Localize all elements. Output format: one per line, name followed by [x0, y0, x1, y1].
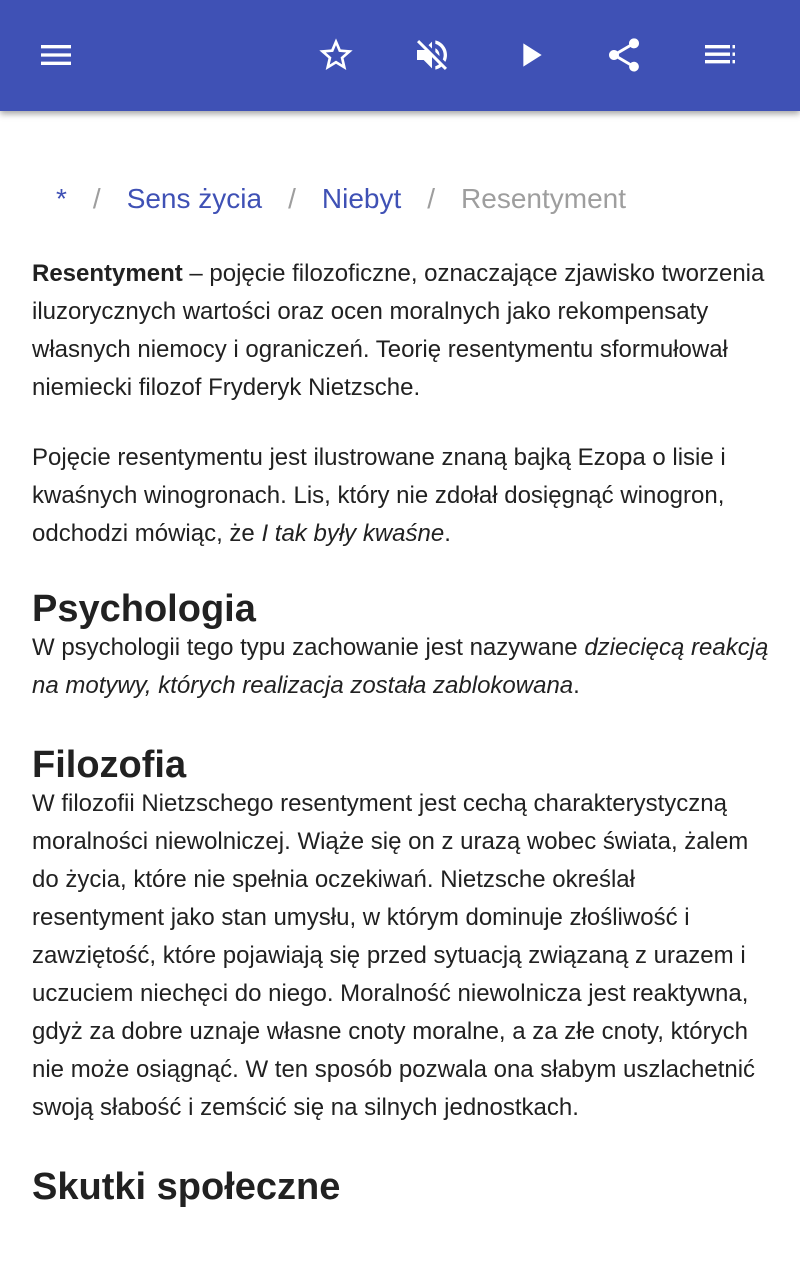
psychology-emphasis: dziecięcą reakcją na motywy, których realizacja została zablokowana: [32, 634, 769, 699]
breadcrumb-sens-zycia-link[interactable]: Sens życia: [126, 183, 263, 214]
breadcrumb-niebyt-link[interactable]: Niebyt: [321, 183, 402, 214]
breadcrumb-separator: /: [92, 183, 101, 214]
breadcrumb: [56, 179, 626, 219]
share-icon: [604, 35, 644, 75]
psychology-end: .: [573, 672, 580, 699]
share-button[interactable]: [592, 23, 656, 87]
breadcrumb-separator: /: [288, 183, 296, 214]
section-heading-psychologia: Psychologia: [32, 588, 256, 630]
app-bar: [0, 0, 800, 111]
volume-off-icon: [412, 35, 452, 75]
fable-end: .: [444, 520, 451, 547]
menu-button[interactable]: [24, 23, 88, 87]
fable-text: Pojęcie resentymentu jest ilustrowane znaną bajką Ezopa o lisie i kwaśnych winogronach. Lis, który nie zdołał dosięgnąć winogron, odchodzi mówiąc, że: [32, 444, 726, 547]
intro-text: – pojęcie filozoficzne, oznaczające zjawisko tworzenia iluzorycznych wartości oraz ocen moralnych jako rekompensaty własnych niemocy i ograniczeń. Teorię resentymentu sformułował niemiecki filozof Fryderyk Nietzsche.: [32, 260, 765, 401]
playlist-icon: [700, 35, 740, 75]
section-heading-filozofia: Filozofia: [32, 744, 187, 786]
menu-icon: [36, 35, 76, 75]
play-icon: [510, 35, 550, 75]
section-heading-skutki: Skutki społeczne: [32, 1166, 341, 1208]
play-button[interactable]: [498, 23, 562, 87]
psychology-paragraph: [32, 629, 772, 705]
star-outline-icon: [316, 35, 356, 75]
breadcrumb-current: Resentyment: [461, 183, 626, 214]
breadcrumb-home-link[interactable]: *: [56, 183, 67, 214]
mute-button[interactable]: [400, 23, 464, 87]
article-body: [32, 255, 772, 1207]
psychology-text: W psychologii tego typu zachowanie jest nazywane: [32, 634, 585, 661]
breadcrumb-separator: /: [427, 183, 436, 214]
fable-quote: I tak były kwaśne: [261, 520, 445, 547]
playlist-button[interactable]: [688, 23, 752, 87]
intro-paragraph: [32, 255, 772, 407]
favorite-button[interactable]: [304, 23, 368, 87]
philosophy-paragraph: W filozofii Nietzschego resentyment jest cechą charakterystyczną moralności niewolniczej. Wiąże się on z urazą wobec świata, żalem do życia, które nie spełnia oczekiwań. Nietzsche określał resentyment jako stan umysłu, w którym dominuje złośliwość i zawziętość, które pojawiają się przed sytuacją związaną z urazem i uczuciem niechęci do niego. Moralność niewolnicza jest reaktywna, gdyż za dobre uznaje własne cnoty moralne, a za złe cnoty, których nie może osiągnąć. W ten sposób pozwala ona słabym uszlachetnić swoją słabość i zemścić się na silnych jednostkach.: [32, 790, 756, 1121]
fable-paragraph: [32, 439, 772, 553]
article-term: Resentyment: [32, 260, 183, 287]
article-content: [0, 111, 800, 1280]
